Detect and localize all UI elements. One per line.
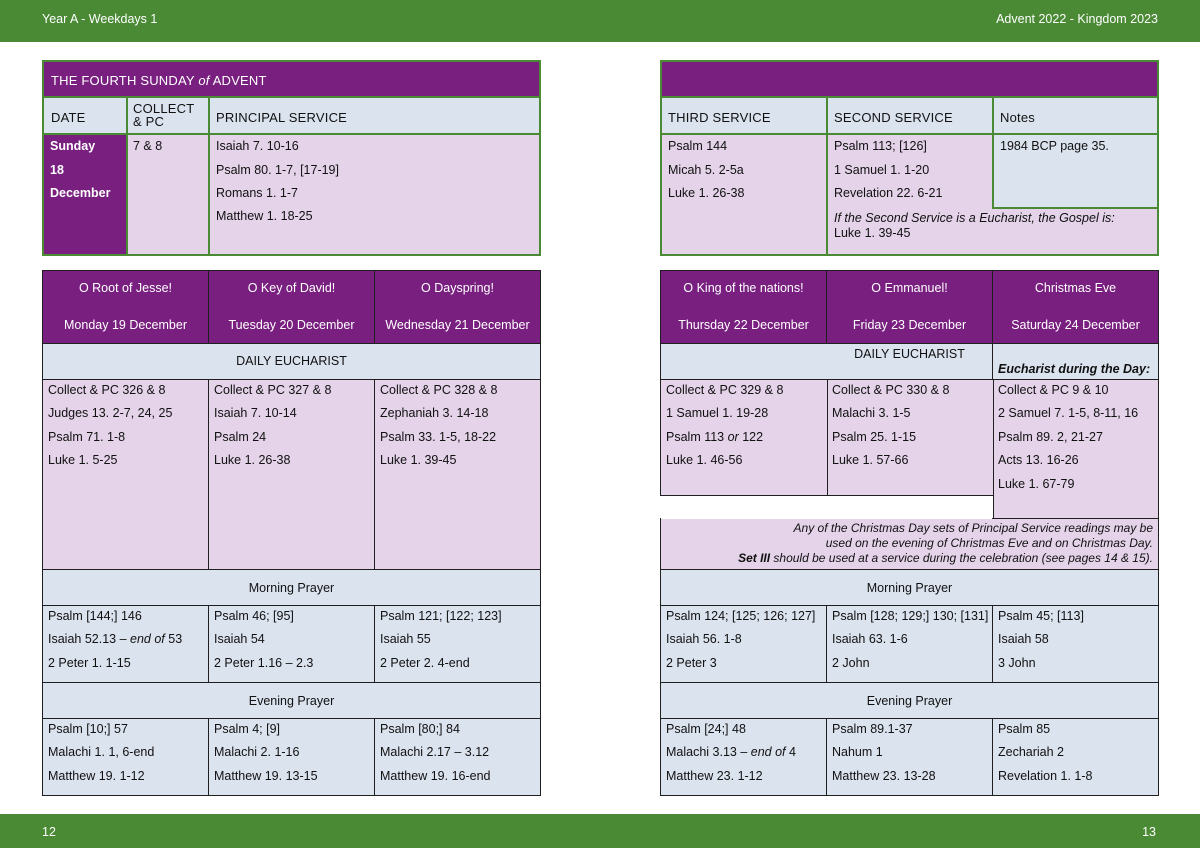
principal-cell [208,133,541,256]
morning-reading: 2 Peter 1.16 – 2.3 [214,656,314,670]
daily-eucharist-label: DAILY EUCHARIST [236,354,347,368]
day-date: Monday 19 December [64,318,187,332]
evening-reading: Psalm 85 [998,722,1051,736]
col-second-label: SECOND SERVICE [834,110,953,125]
day-date: Thursday 22 December [678,318,809,332]
day-date: Wednesday 21 December [385,318,530,332]
morning-reading: 3 John [998,656,1036,670]
evening-prayer-label: Evening Prayer [248,694,335,708]
divider [374,379,375,570]
morning-prayer-label: Morning Prayer [248,581,335,595]
principal-reading: Isaiah 7. 10-16 [216,139,299,153]
notes-value: 1984 BCP page 35. [1000,139,1109,153]
date-day: Sunday [50,139,96,153]
second-reading: Psalm 113; [126] [834,139,927,153]
third-reading: Luke 1. 26-38 [668,186,745,200]
eucharist-reading: Psalm 71. 1-8 [48,430,126,444]
evening-reading: Matthew 19. 1-12 [48,769,145,783]
divider [826,605,827,683]
sunday-title-bar-right [660,60,1159,98]
morning-prayer-bar-right [660,569,1159,606]
day-antiphon: O Emmanuel! [871,281,948,295]
eucharist-reading: Collect & PC 329 & 8 [666,383,784,397]
col-header-third [660,96,828,135]
divider [208,605,209,683]
evening-reading: Matthew 19. 16-end [380,769,491,783]
morning-reading: Psalm 121; [122; 123] [380,609,502,623]
eucharist-reading: Luke 1. 67-79 [998,477,1075,491]
gospel-reference: Luke 1. 39-45 [834,226,911,240]
divider [208,379,209,570]
divider [992,718,993,796]
evening-reading: Revelation 1. 1-8 [998,769,1093,783]
day-antiphon: O Dayspring! [421,281,494,295]
evening-reading: Malachi 2. 1-16 [214,745,300,759]
eucharist-reading: Luke 1. 46-56 [666,453,743,467]
morning-prayer-bar-left [42,569,541,606]
eucharist-reading: 2 Samuel 7. 1-5, 8-11, 16 [998,406,1139,420]
eucharist-during-day-label: Eucharist during the Day: [998,362,1151,376]
morning-reading: Isaiah 58 [998,632,1049,646]
eucharist-reading: Luke 1. 5-25 [48,453,118,467]
evening-reading: Psalm 89.1-37 [832,722,913,736]
evening-prayer-bar-left [42,682,541,719]
eucharist-reading: Luke 1. 57-66 [832,453,909,467]
eucharist-reading: Acts 13. 16-26 [998,453,1079,467]
evening-reading: Psalm [24;] 48 [666,722,746,736]
principal-reading: Matthew 1. 18-25 [216,209,313,223]
col-header-second [826,96,994,135]
evening-reading: Psalm [10;] 57 [48,722,128,736]
divider [374,605,375,683]
col-date-label: DATE [51,110,86,125]
third-reading: Psalm 144 [668,139,728,153]
morning-reading: Isaiah 52.13 – end of 53 [48,632,183,646]
evening-reading: Zechariah 2 [998,745,1065,759]
eucharist-reading: Judges 13. 2-7, 24, 25 [48,406,173,420]
footer-band [0,814,1200,848]
day-antiphon: O King of the nations! [683,281,804,295]
notes-cell [992,133,1159,209]
morning-reading: Isaiah 55 [380,632,431,646]
gospel-note: If the Second Service is a Eucharist, the Gospel is: [834,211,1115,225]
sunday-title-cell [42,60,541,98]
header-right: Advent 2022 - Kingdom 2023 [996,12,1158,26]
eucharist-reading: Psalm 33. 1-5, 18-22 [380,430,497,444]
header-left: Year A - Weekdays 1 [42,12,158,26]
evening-prayer-bar-right [660,682,1159,719]
day-antiphon: O Root of Jesse! [78,281,173,295]
eucharist-reading: Psalm 113 or 122 [666,430,764,444]
morning-reading: Isaiah 63. 1-6 [832,632,908,646]
collect-value: 7 & 8 [133,139,163,153]
christmas-note-line: Any of the Christmas Day sets of Principal Service readings may be [793,521,1153,535]
eucharist-reading: Collect & PC 328 & 8 [380,383,498,397]
divider [208,718,209,796]
col-header-collect [126,96,210,135]
evening-reading: Nahum 1 [832,745,883,759]
divider [374,718,375,796]
divider [992,605,993,683]
evening-reading: Matthew 23. 13-28 [832,769,936,783]
sunday-title: THE FOURTH SUNDAY of ADVENT [51,73,267,88]
col-notes-label: Notes [1000,110,1035,125]
day-antiphon: Christmas Eve [1034,281,1117,295]
second-reading: 1 Samuel 1. 1-20 [834,163,930,177]
header-band [0,0,1200,42]
day-date: Friday 23 December [852,318,967,332]
evening-reading: Psalm [80;] 84 [380,722,460,736]
eucharist-reading: 1 Samuel 1. 19-28 [666,406,769,420]
eucharist-reading: Luke 1. 26-38 [214,453,291,467]
evening-prayer-label: Evening Prayer [866,694,953,708]
third-service-cell [660,133,828,256]
morning-reading: Psalm 46; [95] [214,609,294,623]
day-date: Saturday 24 December [1011,318,1140,332]
eucharist-reading: Isaiah 7. 10-14 [214,406,297,420]
principal-reading: Romans 1. 1-7 [216,186,298,200]
daily-eucharist-bar-left [42,343,541,380]
eucharist-reading: Psalm 24 [214,430,267,444]
evening-reading: Malachi 3.13 – end of 4 [666,745,796,759]
morning-reading: 2 Peter 3 [666,656,717,670]
christmas-note-line: used on the evening of Christmas Eve and on Christmas Day. [825,536,1153,550]
eucharist-reading: Zephaniah 3. 14-18 [380,406,489,420]
col-header-notes [992,96,1159,135]
morning-reading: Psalm 45; [113] [998,609,1084,623]
morning-reading: Isaiah 56. 1-8 [666,632,742,646]
evening-reading: Malachi 2.17 – 3.12 [380,745,490,759]
principal-reading: Psalm 80. 1-7, [17-19] [216,163,339,177]
date-cell [42,133,128,256]
evening-reading: Matthew 19. 13-15 [214,769,318,783]
morning-reading: Isaiah 54 [214,632,265,646]
morning-reading: Psalm [144;] 146 [48,609,142,623]
col-header-principal [208,96,541,135]
evening-reading: Malachi 1. 1, 6-end [48,745,155,759]
page-number-right: 13 [1142,825,1156,839]
col-third-label: THIRD SERVICE [668,110,771,125]
date-month: December [50,186,111,200]
page-number-left: 12 [42,825,56,839]
eucharist-reading: Malachi 3. 1-5 [832,406,911,420]
eucharist-reading: Psalm 89. 2, 21-27 [998,430,1103,444]
eucharist-reading: Collect & PC 327 & 8 [214,383,332,397]
evening-reading: Psalm 4; [9] [214,722,280,736]
col-collect-label: COLLECT & PC [133,101,195,129]
divider [826,718,827,796]
collect-cell [126,133,210,256]
col-header-date [42,96,128,135]
day-date: Tuesday 20 December [228,318,355,332]
eucharist-reading: Collect & PC 330 & 8 [832,383,950,397]
evening-reading: Matthew 23. 1-12 [666,769,763,783]
day-antiphon: O Key of David! [247,281,336,295]
col-principal-label: PRINCIPAL SERVICE [216,110,348,125]
date-number: 18 [50,163,64,177]
morning-reading: Psalm 124; [125; 126; 127] [666,609,816,623]
eucharist-cell-saturday [993,379,1159,519]
eucharist-reading: Collect & PC 326 & 8 [48,383,166,397]
morning-reading: 2 John [832,656,870,670]
daily-eucharist-label: DAILY EUCHARIST [854,347,965,361]
morning-prayer-label: Morning Prayer [866,581,953,595]
second-reading: Revelation 22. 6-21 [834,186,943,200]
note-gap [661,500,992,519]
morning-reading: 2 Peter 2. 4-end [380,656,470,670]
eucharist-reading: Luke 1. 39-45 [380,453,457,467]
morning-reading: 2 Peter 1. 1-15 [48,656,131,670]
eucharist-reading: Psalm 25. 1-15 [832,430,917,444]
morning-reading: Psalm [128; 129;] 130; [131] [832,609,989,623]
christmas-note-line: Set III should be used at a service during the celebration (see pages 14 & 15). [738,551,1153,565]
eucharist-reading: Collect & PC 9 & 10 [998,383,1109,397]
third-reading: Micah 5. 2-5a [668,163,744,177]
